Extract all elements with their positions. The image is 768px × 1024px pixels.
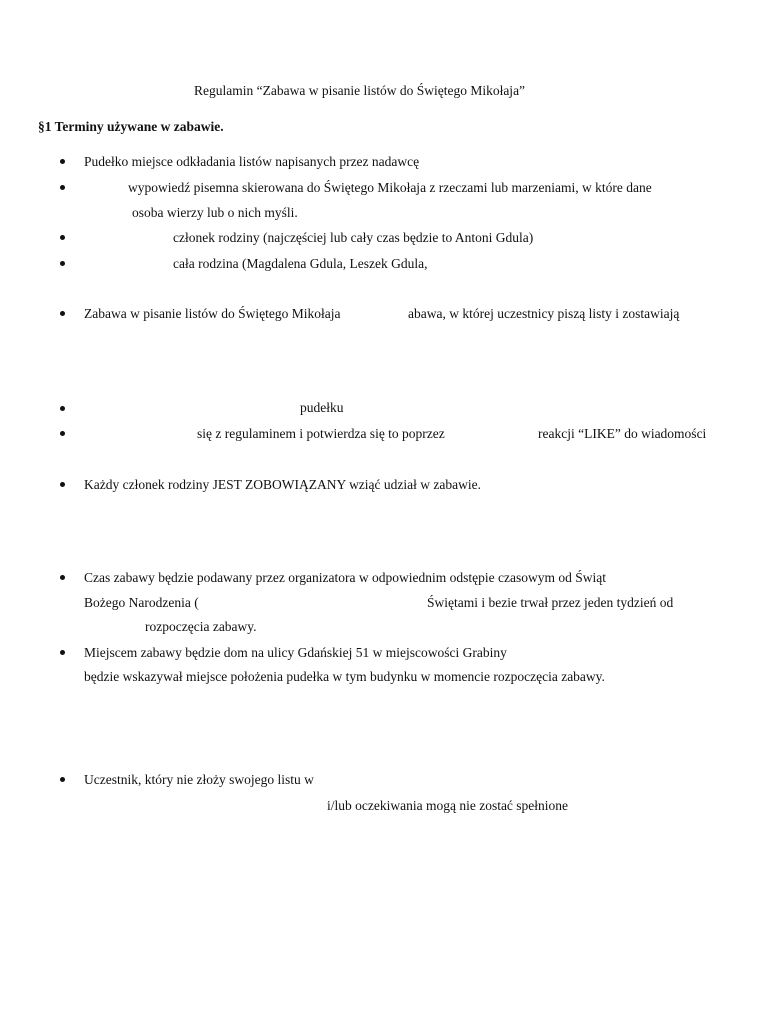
bullet-icon bbox=[60, 431, 65, 436]
rule-participant-line-1: Uczestnik, który nie złoży swojego listu w bbox=[84, 772, 314, 787]
term-item-2-line-2: osoba wierzy lub o nich myśli. bbox=[132, 205, 298, 220]
bullet-icon bbox=[60, 650, 65, 655]
rule-accept-part-2: reakcji “LIKE” do wiadomości bbox=[538, 426, 707, 441]
bullet-icon bbox=[60, 159, 65, 164]
bullet-icon bbox=[60, 185, 65, 190]
rule-box: pudełku bbox=[300, 400, 344, 415]
term-item-3: członek rodziny (najczęściej lub cały czas będzie to Antoni Gdula) bbox=[173, 230, 534, 245]
bullet-icon bbox=[60, 575, 65, 580]
rule-participant-line-2: i/lub oczekiwania mogą nie zostać spełnione bbox=[327, 798, 569, 813]
bullet-icon bbox=[60, 261, 65, 266]
document-title: Regulamin “Zabawa w pisanie listów do Świętego Mikołaja” bbox=[194, 83, 526, 98]
rule-game-definition-part-1: Zabawa w pisanie listów do Świętego Mikołaja bbox=[84, 306, 341, 321]
bullet-icon bbox=[60, 777, 65, 782]
rule-place-line-2: będzie wskazywał miejsce położenia pudełka w tym budynku w momencie rozpoczęcia zabawy. bbox=[84, 669, 605, 684]
term-item-2-line-1: wypowiedź pisemna skierowana do Świętego Mikołaja z rzeczami lub marzeniami, w które dane bbox=[128, 180, 652, 195]
bullet-icon bbox=[60, 235, 65, 240]
section-1-heading: §1 Terminy używane w zabawie. bbox=[38, 119, 224, 134]
rule-accept-part-1: się z regulaminem i potwierdza się to poprzez bbox=[197, 426, 445, 441]
rule-game-definition-part-2: abawa, w której uczestnicy piszą listy i zostawiają bbox=[408, 306, 680, 321]
term-item-1: Pudełko miejsce odkładania listów napisanych przez nadawcę bbox=[84, 154, 420, 169]
bullet-icon bbox=[60, 482, 65, 487]
bullet-icon bbox=[60, 406, 65, 411]
rule-time-line-3: rozpoczęcia zabawy. bbox=[145, 619, 257, 634]
bullet-icon bbox=[60, 311, 65, 316]
rule-time-line-2b: Świętami i bezie trwał przez jeden tydzień od bbox=[427, 595, 674, 610]
term-item-4: cała rodzina (Magdalena Gdula, Leszek Gdula, bbox=[173, 256, 428, 271]
rule-place-line-1: Miejscem zabawy będzie dom na ulicy Gdańskiej 51 w miejscowości Grabiny bbox=[84, 645, 507, 660]
rule-time-line-1: Czas zabawy będzie podawany przez organizatora w odpowiednim odstępie czasowym od Świąt bbox=[84, 570, 606, 585]
rule-obligation: Każdy członek rodziny JEST ZOBOWIĄZANY wziąć udział w zabawie. bbox=[84, 477, 481, 492]
rule-time-line-2a: Bożego Narodzenia ( bbox=[84, 595, 199, 610]
